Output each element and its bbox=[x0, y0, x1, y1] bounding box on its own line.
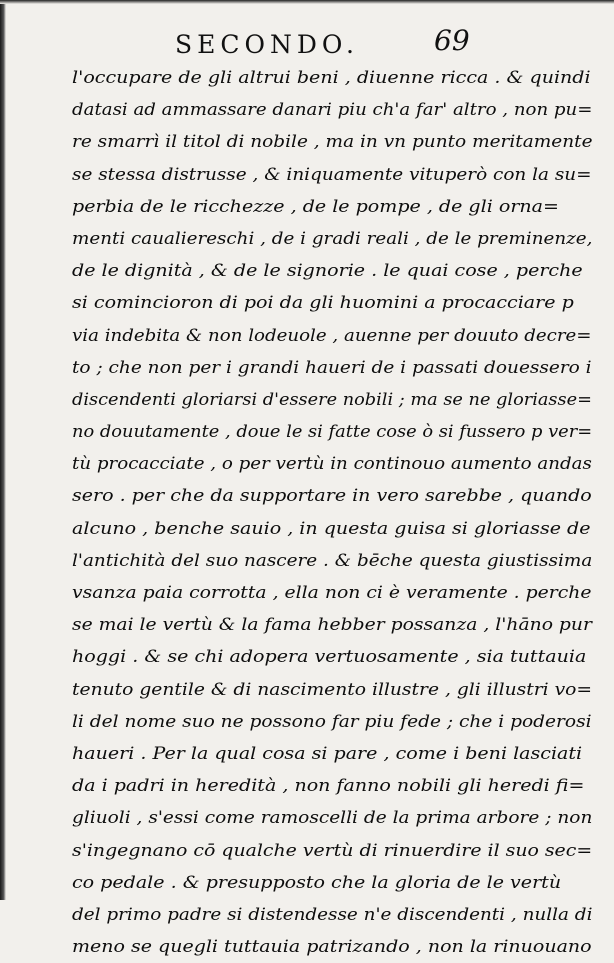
text-line: se mai le vertù & la fama hebber possanza , l'hāno pur bbox=[72, 615, 592, 636]
text-line: alcuno , benche sauio , in questa guisa si gloriasse de bbox=[72, 518, 591, 539]
text-line: del primo padre si distendesse n'e discendenti , nulla di bbox=[72, 904, 593, 925]
text-line: discendenti gloriarsi d'essere nobili ; ma se ne gloriasse= bbox=[72, 389, 592, 410]
text-line: li del nome suo ne possono far piu fede ; che i poderosi bbox=[72, 711, 592, 732]
text-line: via indebita & non lodeuole , auenne per douuto decre= bbox=[72, 325, 592, 346]
text-line: haueri . Per la qual cosa si pare , come i beni lasciati bbox=[72, 743, 583, 764]
text-line: datasi ad ammassare danari piu ch'a far' altro , non pu= bbox=[72, 100, 593, 121]
page-number: 69 bbox=[434, 24, 470, 57]
text-line: to ; che non per i grandi haueri de i passati douessero i bbox=[72, 357, 592, 378]
text-line: perbia de le ricchezze , de le pompe , de gli orna= bbox=[72, 196, 559, 217]
text-line: no douutamente , doue le si fatte cose ò si fussero p ver= bbox=[72, 422, 593, 443]
text-line: menti caualiereschi , de i gradi reali , de le preminenze, bbox=[72, 228, 593, 249]
text-line: re smarrì il titol di nobile , ma in vn punto meritamente bbox=[72, 132, 593, 153]
running-head: SECONDO. bbox=[175, 30, 359, 59]
text-line: vsanza paia corrotta , ella non ci è veramente . perche bbox=[72, 583, 592, 603]
text-line: se stessa distrusse , & iniquamente vituperò con la su= bbox=[72, 164, 592, 185]
text-line: tù procacciate , o per vertù in continouo aumento andas bbox=[72, 454, 592, 475]
text-line: sero . per che da supportare in vero sarebbe , quando bbox=[72, 486, 592, 507]
body-text bbox=[72, 62, 592, 963]
text-line: s'ingegnano cō qualche vertù di rinuerdire il suo sec= bbox=[72, 840, 593, 861]
text-line: gliuoli , s'essi come ramoscelli de la prima arbore ; non bbox=[72, 808, 593, 829]
text-line: da i padri in heredità , non fanno nobili gli heredi fi= bbox=[72, 776, 585, 797]
text-line: hoggi . & se chi adopera vertuosamente , sia tuttauia bbox=[72, 647, 587, 668]
text-line: si comincioron di poi da gli huomini a procacciare p bbox=[72, 293, 574, 314]
text-line: de le dignità , & de le signorie . le quai cose , perche bbox=[72, 261, 583, 282]
text-line: co pedale . & presupposto che la gloria de le vertù bbox=[72, 872, 562, 893]
text-line: tenuto gentile & di nascimento illustre , gli illustri vo= bbox=[72, 679, 593, 700]
text-line: l'occupare de gli altrui beni , diuenne ricca . & quindi bbox=[72, 68, 591, 88]
text-line: meno se quegli tuttauia patrizando , non la rinuouano bbox=[72, 937, 592, 958]
text-line: l'antichità del suo nascere . & bēche questa giustissima bbox=[72, 550, 593, 571]
